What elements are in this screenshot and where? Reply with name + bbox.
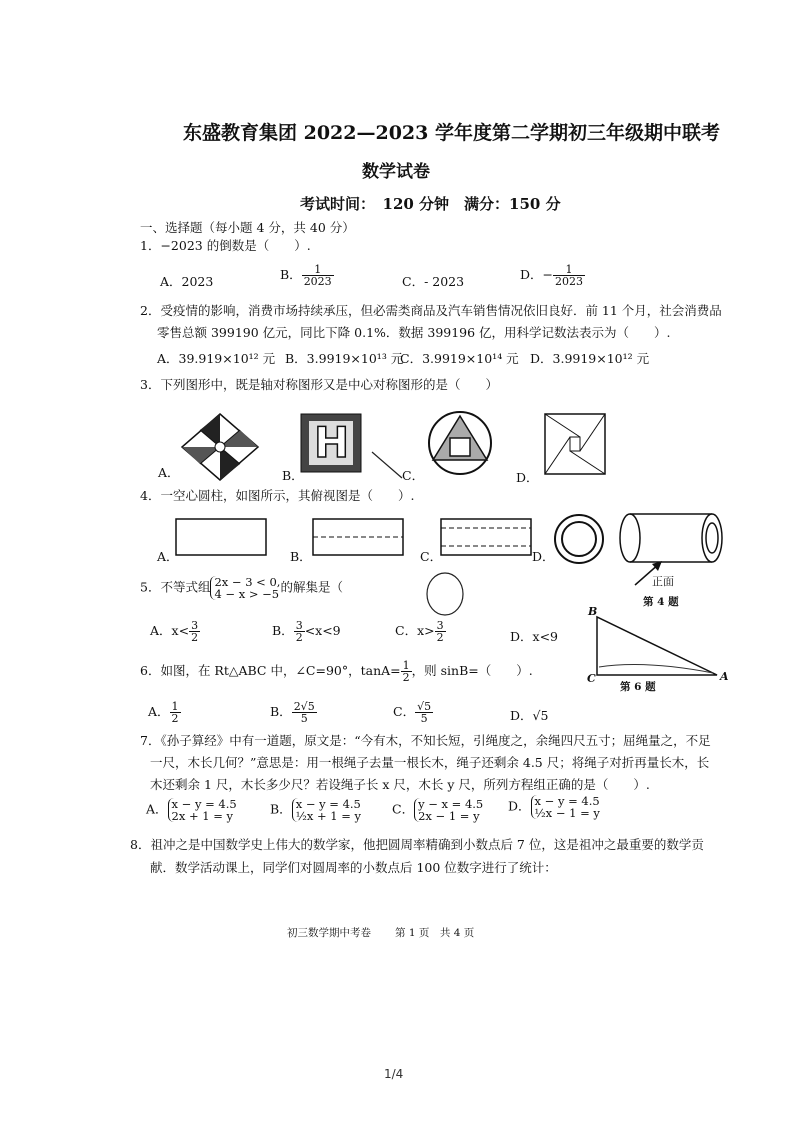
q1-option-d: D．− $\frac{1}{2023}$ <box>520 263 584 288</box>
q7-line-3: 木还剩余 1 尺，木长多少尺？若设绳子长 x 尺，木长 y 尺，所列方程组正确的是（ ）. <box>150 777 650 792</box>
q4-option-c: C． <box>420 549 443 564</box>
q6-triangle-figure <box>585 605 725 685</box>
q1-stem: 1．−2023 的倒数是（ ）. <box>140 238 311 253</box>
q3-figure-c-circle-triangle <box>425 410 495 476</box>
q1-option-a: A．2023 <box>160 274 214 289</box>
q3-option-d: D． <box>516 470 539 485</box>
q3-option-a: A． <box>158 465 180 480</box>
doodle-circle <box>425 570 467 618</box>
q3-option-c: C． <box>402 468 425 483</box>
q6-fig-caption: 第 6 题 <box>620 681 656 693</box>
q4-option-a: A． <box>157 549 179 564</box>
q1-option-c: C．- 2023 <box>402 274 465 289</box>
q8-line-1: 8．祖冲之是中国数学史上伟大的数学家，他把圆周率精确到小数点后 7 位，这是祖冲之最重要的数学贡 <box>130 837 704 852</box>
section-heading: 一、选择题（每小题 4 分，共 40 分） <box>140 220 355 235</box>
q7-option-c: C． y − x = 4.5 2x − 1 = y <box>392 797 484 823</box>
q6-option-d: D．√5 <box>510 708 549 723</box>
pagination-indicator: 1/4 <box>384 1067 404 1081</box>
q5-option-b: B． $\frac{3}{2}$ <x<9 <box>272 619 341 644</box>
q7-option-d: D． x − y = 4.5 ½x − 1 = y <box>508 794 600 820</box>
q6-vertex-b: B <box>588 605 598 618</box>
footer-page: 第 1 页 共 4 页 <box>395 927 475 939</box>
q7-option-b: B． x − y = 4.5 ½x + 1 = y <box>270 797 362 823</box>
footer-title: 初三数学期中考卷 <box>287 927 371 939</box>
q1-option-b: B． $\frac{1}{2023}$ <box>280 263 332 288</box>
q4-figure-b-rect-dashed <box>312 518 404 558</box>
exam-title: 东盛教育集团 2022—2023 学年度第二学期初三年级期中联考 <box>183 122 720 144</box>
q4-stem: 4．一空心圆柱，如图所示，其俯视图是（ ）. <box>140 488 415 503</box>
q4-figure-d-ring <box>553 513 605 565</box>
q7-line-1: 7．《孙子算经》中有一道题，原文是：“今有木，不知长短，引绳度之，余绳四尺五寸；屈绳量之，不足 <box>140 733 711 748</box>
q2-line-2: 零售总额 399190 亿元，同比下降 0.1%．数据 399196 亿，用科学记数法表示为（ ）. <box>157 325 671 340</box>
q8-line-2: 献．数学活动课上，同学们对圆周率的小数点后 100 位数字进行了统计： <box>150 860 557 875</box>
exam-info: 考试时间： 120 分钟 满分：150 分 <box>300 195 561 213</box>
q6-option-b: B． $\frac{2√5}{5}$ <box>270 700 315 725</box>
q4-front-label: 正面 <box>652 575 674 588</box>
q5-stem: 5．不等式组 2x − 3 < 0, 4 − x > −5 的解集是（ <box>140 575 343 601</box>
q2-option-c: C．3.9919×10¹⁴ 元 <box>400 351 519 366</box>
q2-option-a: A．39.919×10¹² 元 <box>157 351 276 366</box>
q6-stem: 6．如图，在 Rt△ABC 中，∠C=90°，tanA= $\frac{1}{2}$ ，则 sinB=（ ）. <box>140 659 533 684</box>
q5-option-d: D．x<9 <box>510 629 558 644</box>
q3-option-b: B． <box>282 468 304 483</box>
q3-figure-b-letter: H <box>314 418 350 467</box>
q6-vertex-c: C <box>587 672 596 685</box>
q4-figure-c-rect-two-dashes <box>440 518 532 558</box>
q4-option-d: D． <box>532 549 555 564</box>
q2-option-d: D．3.9919×10¹² 元 <box>530 351 650 366</box>
q2-line-1: 2．受疫情的影响，消费市场持续承压，但必需类商品及汽车销售情况依旧良好．前 11 个月，社会消费品 <box>140 303 722 318</box>
q5-option-a: A．x< $\frac{3}{2}$ <box>150 619 199 644</box>
q4-fig-caption: 第 4 题 <box>643 596 679 608</box>
q6-vertex-a: A <box>720 670 729 683</box>
q4-figure-a-rect <box>175 518 267 558</box>
q7-option-a: A． x − y = 4.5 2x + 1 = y <box>146 797 237 823</box>
q2-option-b: B．3.9919×10¹³ 元 <box>285 351 404 366</box>
q3-figure-d-square <box>544 413 608 475</box>
q3-figure-a-pinwheel <box>180 412 260 482</box>
q3-stem: 3．下列图形中，既是轴对称图形又是中心对称图形的是（ ） <box>140 377 498 392</box>
q6-option-a: A． $\frac{1}{2}$ <box>148 700 179 725</box>
q6-option-c: C． $\frac{√5}{5}$ <box>393 700 432 725</box>
q5-option-c: C．x> $\frac{3}{2}$ <box>395 619 444 644</box>
exam-subtitle: 数学试卷 <box>362 162 430 182</box>
q7-line-2: 一尺，木长几何？”意思是：用一根绳子去量一根长木，绳子还剩余 4.5 尺；将绳子对折再量长木，长 <box>150 755 710 770</box>
q4-option-b: B． <box>290 549 312 564</box>
